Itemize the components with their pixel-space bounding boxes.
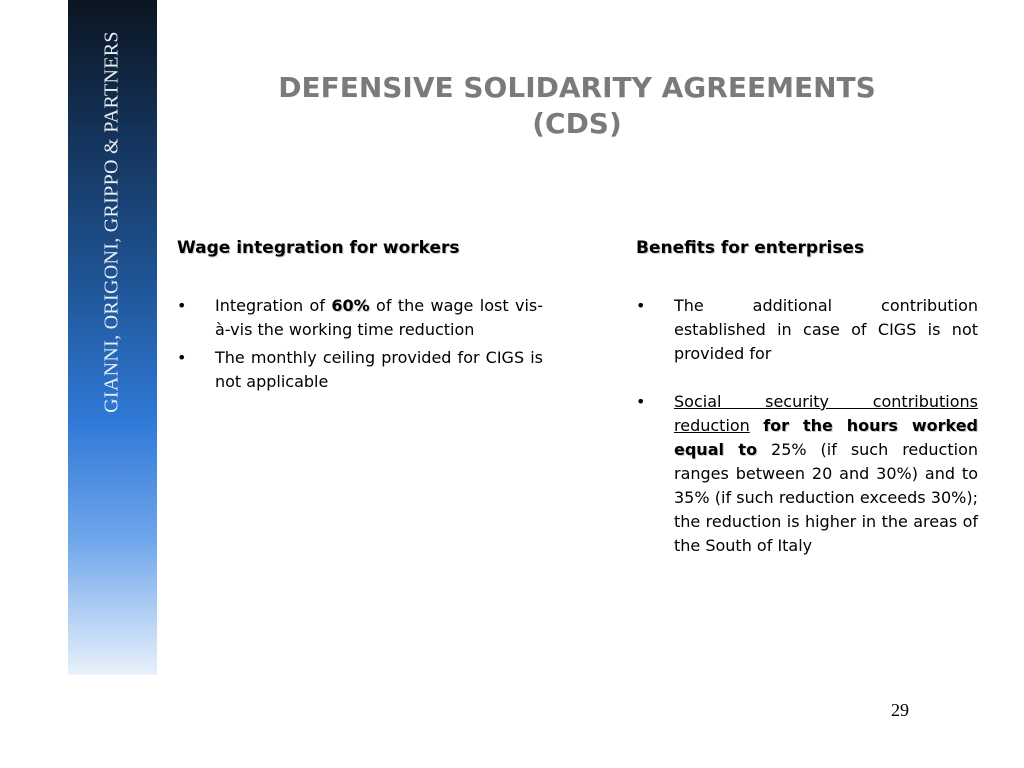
bullet-icon: •	[636, 392, 646, 411]
list-item	[177, 346, 543, 394]
title-line-2: (CDS)	[532, 107, 622, 140]
item-text: The additional contribution established in case of CIGS is not provided for	[674, 296, 978, 363]
list-item	[636, 390, 978, 558]
slide-title	[157, 70, 997, 142]
enterprise-benefits-column	[636, 236, 978, 558]
list-item	[636, 294, 978, 366]
enterprise-benefits-heading: Benefits for enterprises	[636, 238, 865, 258]
hours-worked-emphasis: for the hours worked equal to	[674, 416, 978, 459]
bullet-icon: •	[177, 348, 187, 367]
contributions-reduction-text: Social security contributions reduction	[674, 392, 978, 435]
enterprise-benefits-list	[636, 294, 978, 558]
item-text-pre: Integration of	[215, 296, 332, 315]
wage-integration-list	[177, 294, 543, 394]
item-text: The monthly ceiling provided for CIGS is not applicable	[215, 348, 543, 391]
list-item	[177, 294, 543, 342]
integration-percentage: 60%	[331, 296, 370, 315]
item-text-rest: 25% (if such reduction ranges between 20 and 30%) and to 35% (if such reduction exceeds 30%); the reduction is higher in the areas of the South of Italy	[674, 440, 979, 555]
item-text-post: of the wage lost vis-à-vis the working time reduction	[215, 296, 543, 339]
title-line-1: DEFENSIVE SOLIDARITY AGREEMENTS	[278, 71, 876, 104]
bullet-icon: •	[177, 296, 187, 315]
wage-integration-column	[177, 236, 543, 394]
bullet-icon: •	[636, 296, 646, 315]
wage-integration-heading: Wage integration for workers	[177, 238, 460, 258]
brand-text: GIANNI, ORIGONI, GRIPPO & PARTNERS	[100, 31, 123, 413]
page-number: 29	[891, 700, 909, 720]
